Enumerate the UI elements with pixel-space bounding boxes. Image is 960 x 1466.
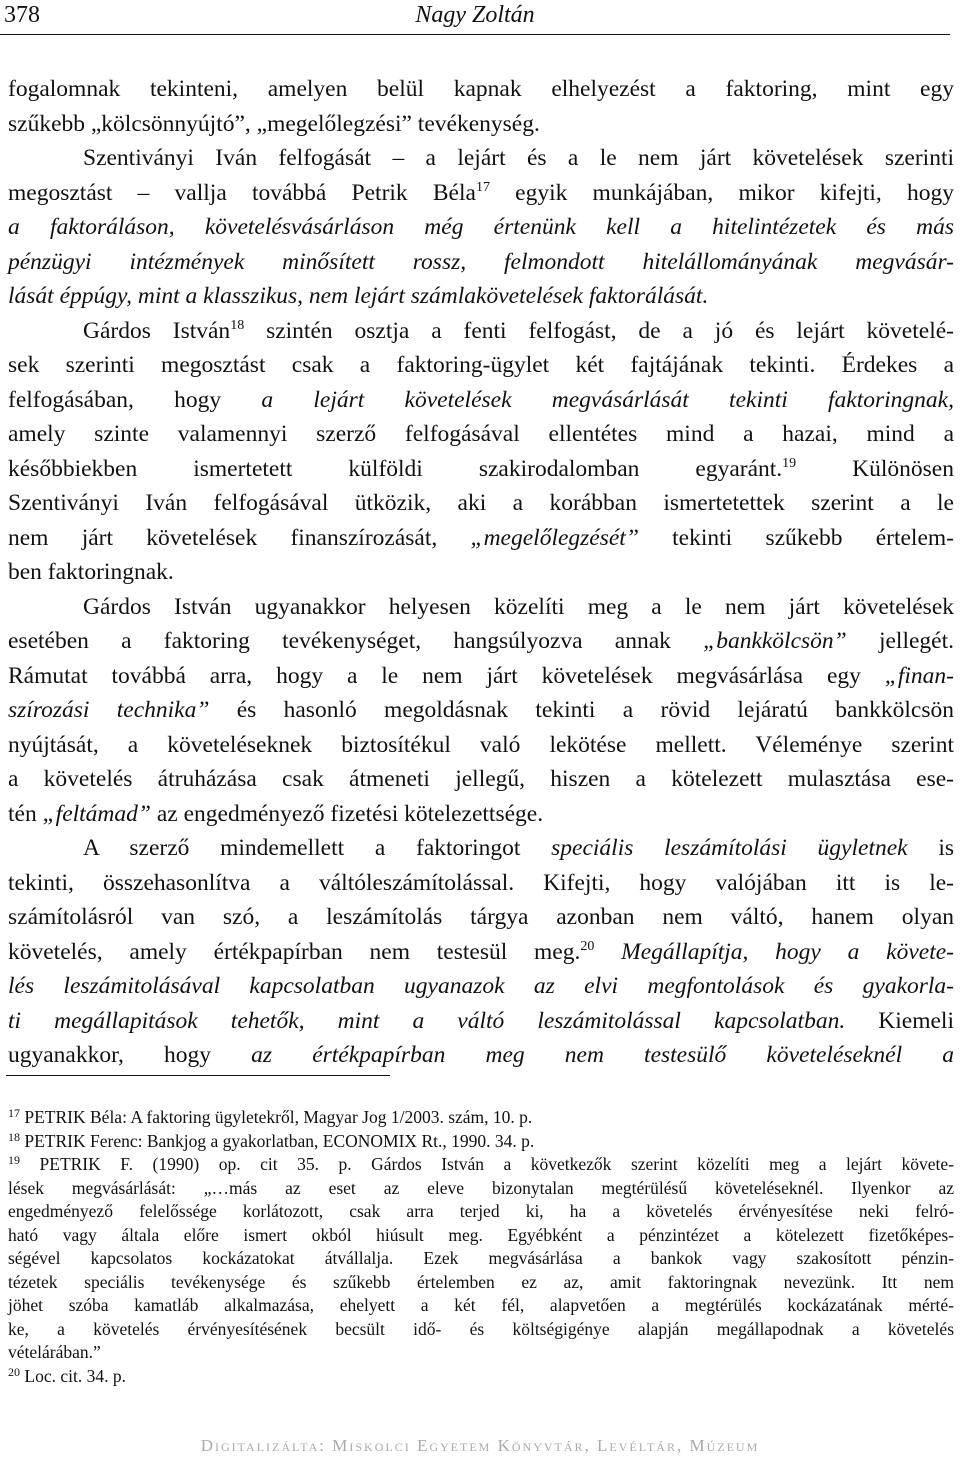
footnote-line: ke, a követelés érvényesítésének becsült idő- és költségigénye alapján megállapodnak a követelés bbox=[8, 1318, 954, 1339]
text-line: amely szinte valamennyi szerző felfogásával ellentétes mind a hazai, mind a bbox=[8, 421, 954, 447]
text-line: Szentiványi Iván felfogását – a lejárt és a le nem járt követelések szerinti bbox=[83, 145, 954, 171]
text-line: fogalomnak tekinteni, amelyen belül kapnak elhelyezést a faktoring, mint egy bbox=[8, 76, 954, 102]
text-line: ben faktoringnak. bbox=[8, 559, 174, 585]
text-line: megosztást – vallja továbbá Petrik Béla$^{17}$ egyik munkájában, mikor kifejti, hogy bbox=[8, 179, 954, 206]
text-line: sek szerinti megosztást csak a faktoring-ügylet két fajtájának tekinti. Érdekes a bbox=[8, 352, 954, 378]
text-line: felfogásában, hogy a lejárt követelések megvásárlását tekinti faktoringnak, bbox=[8, 386, 954, 413]
footnote-line: jöhet szóba kamatláb alkalmazása, ehelyett a két fél, alapvetően a megtérülés kockázatának mérté- bbox=[8, 1295, 954, 1315]
footnote-ref: 19 bbox=[782, 455, 797, 471]
text-line: A szerző mindemellett a faktoringot speciális leszámítolási ügyletnek is bbox=[83, 835, 954, 861]
footnote-ref: 20 bbox=[580, 938, 595, 954]
text-line: Rámutat továbbá arra, hogy a le nem járt követelések megvásárlása egy „finan- bbox=[8, 662, 954, 689]
text-line: szűkebb „kölcsönnyújtó”, „megelőlegzési” tevékenység. bbox=[8, 110, 540, 137]
text-line: a követelés átruházása csak átmeneti jellegű, hiszen a kötelezett mulasztása ese- bbox=[8, 766, 954, 792]
footnote-19: $^{19}$ PETRIK F. (1990) op. cit 35. p. Gárdos István a következők szerint közelíti meg a lejárt követe- bbox=[8, 1153, 954, 1174]
text-line: lását éppúgy, mint a klasszikus, nem lejárt számlakövetelések faktorálását. bbox=[8, 283, 709, 309]
text-line: későbbiekben ismertetett külföldi szakirodalomban egyaránt.$^{19}$ Különösen bbox=[8, 455, 954, 482]
footnote-ref: 18 bbox=[230, 317, 245, 333]
page-number: 378 bbox=[4, 2, 40, 28]
text-line: követelés, amely értékpapírban nem testesül meg.$^{20}$ Megállapítja, hogy a követe- bbox=[8, 938, 954, 965]
footnote-17: $^{17}$ PETRIK Béla: A faktoring ügyletekről, Magyar Jog 1/2003. szám, 10. p. bbox=[8, 1106, 533, 1127]
text-line: tekinti, összehasonlítva a váltóleszámítolással. Kifejti, hogy valójában itt is le- bbox=[8, 869, 954, 896]
digitization-watermark: Digitalizálta: Miskolci Egyetem Könyvtár, Levéltár, Múzeum bbox=[200, 1436, 760, 1455]
text-line: tén „feltámad” az engedményező fizetési kötelezettsége. bbox=[8, 800, 544, 827]
footnote-line: tézetek speciális tevékenysége és szűkebb értelemben ez az, amit faktoringnak nevezünk. Itt nem bbox=[8, 1271, 954, 1292]
footnote-separator bbox=[6, 1075, 390, 1076]
running-head-author: Nagy Zoltán bbox=[415, 2, 535, 28]
footnotes bbox=[8, 1106, 954, 1388]
text-line: lés leszámitolásával kapcsolatban ugyanazok az elvi megfontolások és gyakorla- bbox=[8, 973, 954, 999]
text-line: esetében a faktoring tevékenységet, hangsúlyozva annak „bankkölcsön” jellegét. bbox=[8, 628, 954, 654]
text-line: ugyanakkor, hogy az értékpapírban meg nem testesülő követeléseknél a bbox=[8, 1042, 954, 1068]
body-text bbox=[8, 72, 954, 1073]
text-line: Gárdos István$^{18}$ szintén osztja a fenti felfogást, de a jó és lejárt követelé- bbox=[83, 317, 954, 344]
text-line: számítolásról van szó, a leszámítolás tárgya azonban nem váltó, hanem olyan bbox=[8, 904, 954, 930]
text-line: nem járt követelések finanszírozását, „megelőlegzését” tekinti szűkebb értelem- bbox=[8, 524, 954, 551]
footnote-20: $^{20}$ Loc. cit. 34. p. bbox=[8, 1364, 126, 1386]
text-line: Gárdos István ugyanakkor helyesen közelíti meg a le nem járt követelések bbox=[83, 593, 954, 620]
text-line: ti megállapitások tehetők, mint a váltó leszámitolással kapcsolatban. Kiemeli bbox=[8, 1007, 954, 1034]
footnote-line: vételárában.” bbox=[8, 1342, 101, 1362]
footnote-line: lések megvásárlását: „…más az eset az eleve bizonytalan megtérülésű követeléseknél. Ilyenkor az bbox=[8, 1177, 954, 1198]
text-line: Szentiványi Iván felfogásával ütközik, aki a korábban ismertetettek szerint a le bbox=[8, 490, 954, 516]
text-line: pénzügyi intézmények minősített rossz, felmondott hitelállományának megvásár- bbox=[8, 248, 954, 275]
text-line: nyújtását, a követeléseknek biztosítékul való lekötése mellett. Véleménye szerint bbox=[8, 731, 954, 758]
text-line: szírozási technika” és hasonló megoldásnak tekinti a rövid lejáratú bankkölcsön bbox=[8, 697, 954, 723]
footnote-line: ható vagy általa előre ismert okból hiúsult meg. Egyébként a pénzintézet a kötelezett fizetőképes- bbox=[8, 1224, 954, 1245]
footnote-line: engedményező felelőssége korlátozott, csak arra terjed ki, ha a követelés érvényesítése neki felró- bbox=[8, 1201, 954, 1221]
footnote-ref: 17 bbox=[475, 179, 490, 195]
footnote-line: ségével kapcsolatos kockázatokat átvállalja. Ezek megvásárlása a bankok vagy szakosított pénzin- bbox=[8, 1248, 954, 1268]
running-header bbox=[0, 0, 950, 35]
footnote-18: $^{18}$ PETRIK Ferenc: Bankjog a gyakorlatban, ECONOMIX Rt., 1990. 34. p. bbox=[8, 1129, 535, 1151]
text-line: a faktoráláson, követelésvásárláson még értenünk kell a hitelintézetek és más bbox=[8, 214, 954, 240]
